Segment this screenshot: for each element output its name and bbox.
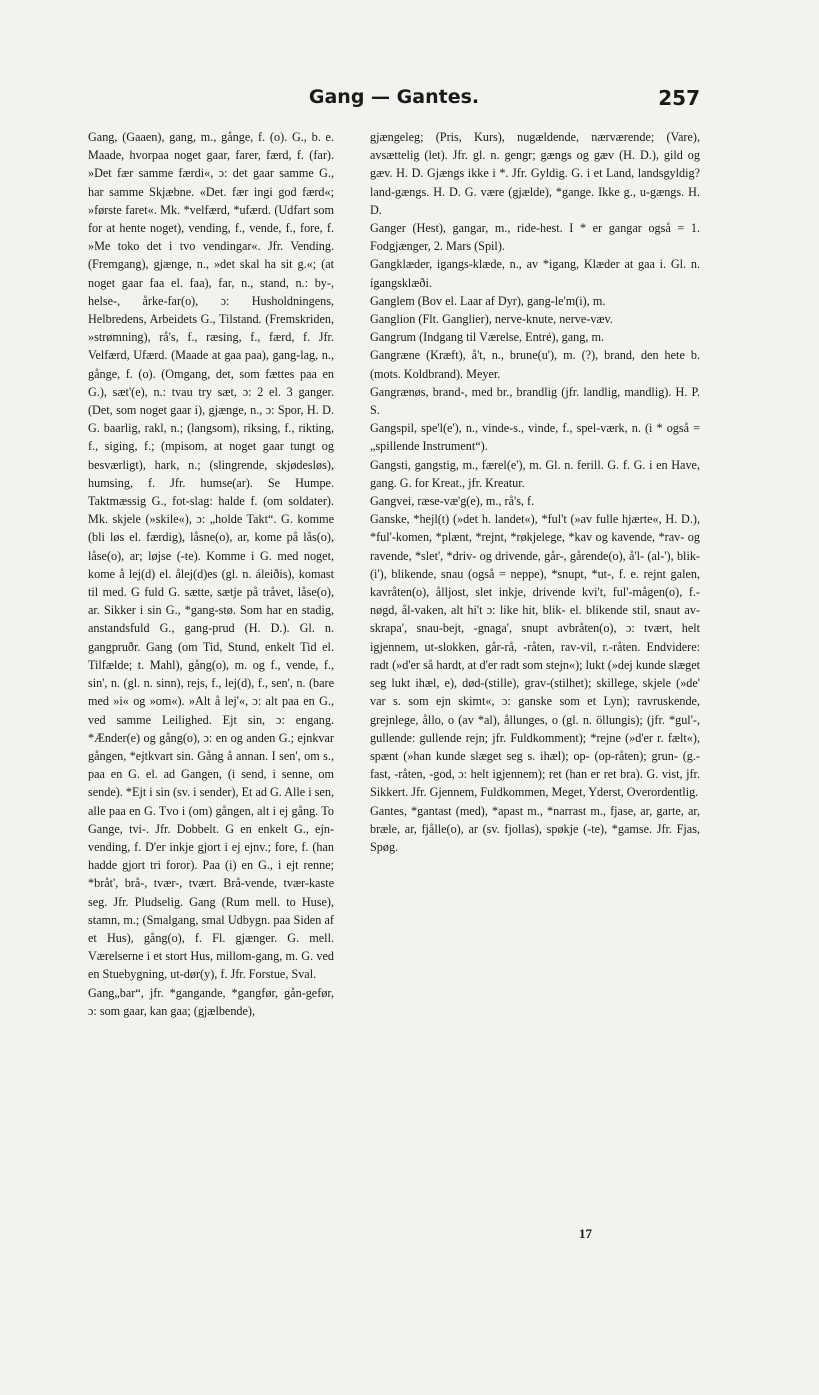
dictionary-entry: Ganglion (Flt. Ganglier), nerve-knute, nerve-væv. — [370, 312, 613, 327]
page-title: Gang — Gantes. — [308, 86, 480, 108]
dictionary-entry: Gangrænøs, brand-, med br., brandlig (jfr. landlig, mandlig). H. P. S. — [370, 384, 700, 418]
dictionary-entry: Gantes, *gantast (med), *apast m., *narrast m., fjase, ar, garte, ar, bræle, ar, fjålle(o), ar (sv. fjollas), spøkje (-te), *gamse. Jfr. Fjas, Spøg. — [370, 803, 700, 854]
page-number: 257 — [658, 86, 700, 110]
page-header — [88, 86, 700, 116]
dictionary-entry: Ganske, *hejl(t) (»det h. landet«), *ful't (»av fulle hjærte«, H. D.), *ful'-komen, *plænt, *rejnt, *røkjelege, *kav og kavende, *rav- og ravende, *slet', *driv- og drivende, går-, gårende(o), å'l- (al-'), blik-(i'), blikende, snau (også = neppe), *snupt, *ut-, f. e. rejnt galen, kavråten(o), ålljost, slet inkje, drivende kvi't, ful'-mågen(o), f.-nøgd, ål-vaken, alt hi't ɔ: like hit, blik- el. blikende stil, snaut avskrapa', snau-bejt, -gnaga', snupt avbråten(o), ɔ: tvært, helt igjennem, ut-slokken, går-rå, -råten, rav-vil, r.-råten. Endvidere: radt (»d'er så hardt, at d'er radt som stejn«); lukt (»dej kunde slæget seg lukt ihæl, e), død-(stille), grav-(stilhet); skillege, skjele (»de' var s. som ejn skimt«, ɔ: ganske som et Lyn); ravruskende, grejnlege, ållo, o (av *al), ållunges, o (gl. n. öllungis); (jfr. *gul'-, gullende: gullende rejn; jfr. Fuldkomment); *rejne (»d'er r. fælt«), spænt (»han kunde slæget seg s. ihæl); op- (op-råten); grun- (g.-fast, -råten, -god, ɔ: helt igjennem); ret (han er ret bra). G. vist, jfr. Sikkert. Jfr. Gjennem, Fuldkommen, Meget, Yderst, Overordentlig. — [370, 512, 700, 800]
dictionary-entry: Gang, (Gaaen), gang, m., gånge, f. (o). G., b. e. Maade, hvorpaa noget gaar, farer, færd, f. (far). »Det fær samme færdi«, ɔ: det gaar samme G., har samme Skjæbne. «Det. fær ingi god færd«; »første faret«. Mk. *velfærd, *ufærd. (Udfart som for at hente noget), vending, f., vende, f., fore, f. »Me toko det i tvo vendingar«. Jfr. Vending. (Fremgang), gjænge, n., »det skal ha sit g.«; (at noget gaar faa el. faa), far, n., stand, n.: by-, helse-, årke-far(o), ɔ: Husholdningens, Helbredens, Arbeidets G., Tilstand. (Fremskriden, »strømning), rå's, f., ræsing, f., færd, f. Jfr. Velfærd, Ufærd. (Maade at gaa paa), gang-lag, n., gånge, f. (o). (Omgang, det, som fættes paa en G.), sæt'(e), n.: tvau try sæt, ɔ: 2 el. 3 ganger. (Det, som noget gaar i), gjænge, n., ɔ: Spor, H. D. G. baarlig, rakl, n.; (langsom), riksing, f., rikting, f., siging, f.; (mpisom, at noget gaar tungt og besværligt), hark, n.; (slingrende, skjødesløs), humsing, f. Jfr. humse(ar). Se Humpe. Taktmæssig G., fot-slag: halde f. (om soldater). Mk. skjele (»skile«), ɔ: „holde Takt“. G. komme (bli løs el. færdig), låsne(o), ar, kome på lås(o), låse(o), ar; løjse (-te). Komme i G. med noget, kome å lej(d) el. ålej(d)es (gl. n. áleiðis), komast til med. G fuld G. sætte, sætje på tråvet, låse(o), ar. Sikker i sin G., *gang-stø. Som har en stadig, anstandsfuld G., gang-prud (H. D.). Gl. n. gangpruðr. Gang (om Tid, Stund, enkelt Tid el. Tilfælde; t. Mahl), gång(o), m. og f., vende, f., sin', n. (gl. n. sinn), rejs, f., lej(d), f., sen', n. (bare med »i« og »om«). »Alt å lej'«, ɔ: alt paa en G., ved samme Leilighed. Ejt sin, ɔ: engang. *Ænder(e) og gång(o), ɔ: en og anden G.; ejnkvar gången, *ejtkvart sin. Gång å annan. I sen', om s., paa en G. el. ad Gangen, (i send, i senne, om sende). *Ejt i sin (sv. i sender), Et ad G. Alle i sen, alle paa en G. Tvo i (om) gången, alt i ej gång. To Gange, tvi-. Jfr. Dobbelt. G en enkelt G., ejn-vending, f. D'er inkje gjort i ej ejnv.; fore, f. (han hadde gjort tri foror). Paa (i) en G., i ejt renne; *bråt', brå-, tvær-, tvært. Brå-vende, tvær-kaste seg. Jfr. Pludselig. Gang (Rum mell. to Huse), stamn, m.; (Smalgang, smal Udbygn. paa Siden af et Hus), gång(o), f. Fl. gjænger. G. mell. Værelserne i et stort Hus, millom-gang, m. G. ved en Stuebygning, ut-dør(y), f. Jfr. Forstue, Sval. — [88, 130, 334, 982]
dictionary-entry: Gangspil, spe'l(e'), n., vinde-s., vinde, f., spel-værk, n. (i * også = „spillende Instrument“). — [370, 421, 700, 454]
dictionary-entry: Ganger (Hest), gangar, m., ride-hest. I * er gangar også = 1. Fodgjænger, 2. Mars (Spil). — [370, 221, 700, 254]
dictionary-entry: Gangsti, gangstig, m., færel(e'), m. Gl. n. ferill. G. f. G. i en Have, gang. G. for Kreat., jfr. Kreatur. — [370, 457, 700, 490]
dictionary-entry: Gangvei, ræse-væ'g(e), m., rå's, f. — [370, 494, 535, 509]
dictionary-entry: Ganglem (Bov el. Laar af Dyr), gang-le'm(i), m. — [370, 293, 606, 308]
left-column — [88, 128, 334, 1020]
dictionary-entry: Gangrum (Indgang til Værelse, Entré), gang, m. — [370, 330, 604, 345]
dictionary-entry: Gangræne (Kræft), å't, n., brune(u'), m. (?), brand, den hete b. (mots. Koldbrand). Meyer. — [370, 348, 700, 381]
printer-signature: 17 — [579, 1226, 592, 1241]
dictionary-entry: gjængeleg; (Pris, Kurs), nugældende, nærværende; (Vare), avsættelig (let). Jfr. gl. n. gengr; gængs og gæv (H. D.), gild og gæv. H. D. Gjængs ikke i *. Jfr. Gyldig. G. i et Land, landsgyldig? land-gængs. H. D. G. være (gjælde), *gange. Ikke g., u-gængs. H. D. — [370, 130, 700, 217]
dictionary-entry: Gang„bar“, jfr. *gangande, *gangfør, gån-gefør, ɔ: som gaar, kan gaa; (gjælbende), — [88, 985, 334, 1018]
right-column — [370, 128, 700, 856]
dictionary-entry: Gangklæder, igangs-klæde, n., av *igang, Klæder at gaa i. Gl. n. ígangsklæði. — [370, 257, 700, 290]
